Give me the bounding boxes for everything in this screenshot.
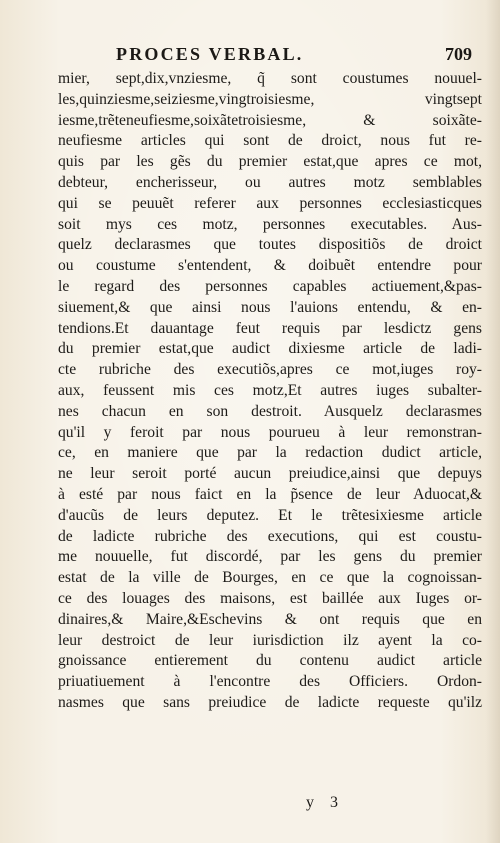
text-line: iesme,trẽteneufiesme,soixãtetroisiesme, & soixãte- [58, 111, 482, 129]
text-line: ce des louages des maisons, est baillée aux Iuges or- [58, 589, 482, 607]
text-line: le regard des personnes capables actiuement,&pas- [58, 277, 482, 295]
text-line: quis par les gẽs du premier estat,que apres ce mot, [58, 153, 482, 171]
text-line: nes chacun en son destroit. Ausquelz declarasmes [58, 402, 482, 420]
text-line: leur destroict de leur iurisdiction ilz ayent la co- [58, 631, 482, 649]
page-number: 709 [445, 44, 472, 64]
text-line: dinaires,& Maire,&Eschevins & ont requis que en [58, 610, 482, 628]
text-line: ou coustume s'entendent, & doibuẽt entendre pour [58, 257, 482, 275]
text-line: ne leur seroit porté aucun preiudice,ainsi que depuys [58, 465, 482, 483]
text-line: tendions.Et dauantage feut requis par lesdictz gens [58, 319, 482, 337]
text-line: nasmes que sans preiudice de ladicte requeste qu'ilz [58, 693, 482, 711]
text-line: me nouuelle, fut discordé, par les gens du premier [58, 548, 482, 566]
text-line: priuatiuement à l'encontre des Officiers. Ordon- [58, 673, 482, 691]
text-line: aux, feussent mis ces motz,Et autres iuges subalter- [58, 381, 482, 399]
text-line: d'aucũs de leurs deputez. Et le trẽtesixiesme article [58, 506, 482, 524]
page-header [62, 44, 472, 68]
text-line: gnoissance entierement du contenu audict article [58, 652, 482, 670]
text-line: de ladicte rubriche des executions, qui est coustu- [58, 527, 482, 545]
text-line: quelz declarasmes que toutes dispositiõs de droict [58, 236, 482, 254]
text-line: ce, en maniere que par la redaction dudict article, [58, 444, 482, 462]
signature-mark: y 3 [306, 794, 344, 811]
text-line: cte rubriche des executiõs,apres ce mot,iuges roy- [58, 361, 482, 379]
text-line: les,quinziesme,seiziesme,vingtroisiesme, vingtsept [58, 90, 482, 108]
body-text [58, 69, 482, 714]
text-line: estat de la ville de Bourges, en ce que la cognoissan- [58, 569, 482, 587]
text-line: du premier estat,que audict dixiesme article de ladi- [58, 340, 482, 358]
text-line: qui se peuuẽt referer aux personnes ecclesiasticques [58, 194, 482, 212]
text-line: neufiesme articles qui sont de droict, nous fut re- [58, 132, 482, 150]
text-line: debteur, encherisseur, ou autres motz semblables [58, 173, 482, 191]
text-line: qu'il y feroit par nous pourueu à leur remonstran- [58, 423, 482, 441]
text-line: à esté par nous faict en la p̃sence de leur Aduocat,& [58, 485, 482, 503]
page-gutter-shadow [486, 0, 500, 843]
running-title: PROCES VERBAL. [116, 44, 304, 64]
text-line: siuement,& que ainsi nous l'auions entendu, & en- [58, 298, 482, 316]
text-line: soit mys ces motz, personnes executables. Aus- [58, 215, 482, 233]
text-line: mier, sept,dix,vnziesme, q̃ sont coustumes nouuel- [58, 70, 482, 87]
